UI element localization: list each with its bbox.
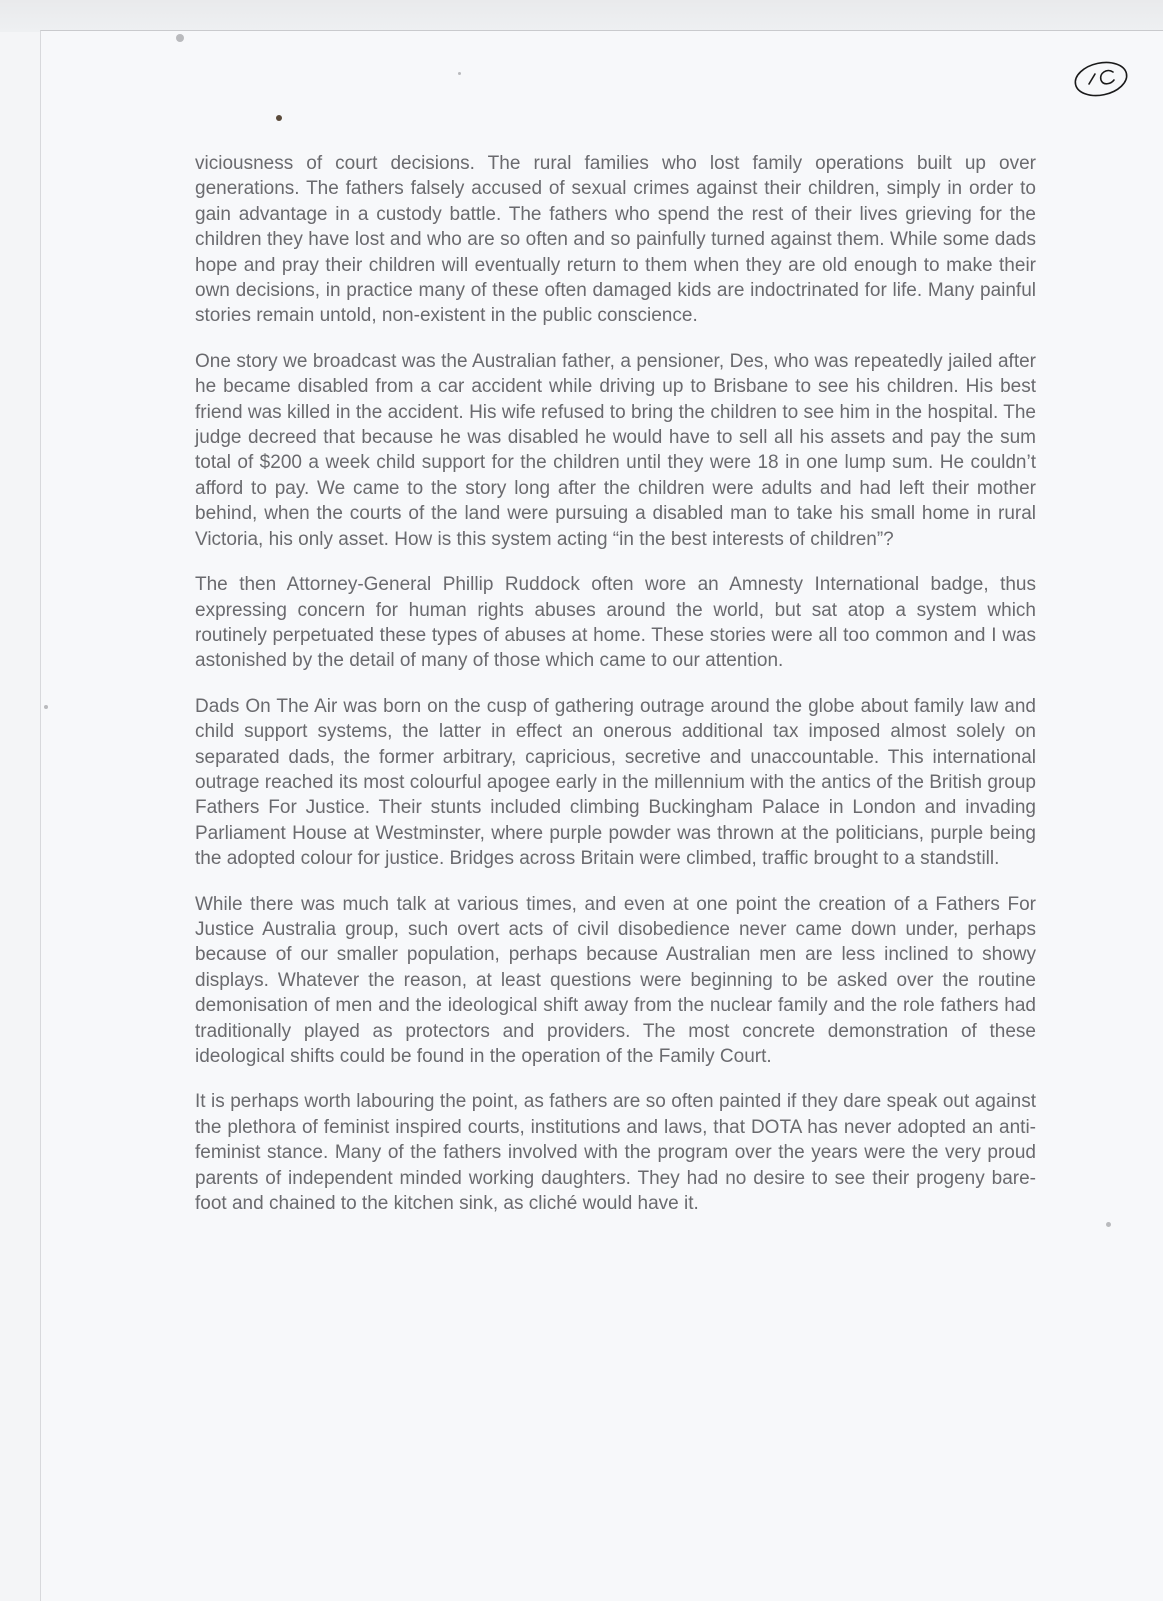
scan-speck <box>458 72 461 75</box>
scan-speck <box>176 34 184 42</box>
scan-speck <box>1106 1222 1111 1227</box>
paragraph-1: viciousness of court decisions. The rural families who lost family operations built up over generations. The fathers falsely accused of sexual crimes against their children, simply in order to gain advantage in a custody battle. The fathers who spend the rest of their lives grieving for the children they have lost and who are so often and so painfully turned against them. While some dads hope and pray their children will eventually return to them when they are old enough to make their own decisions, in practice many of these often damaged kids are indoctrinated for life. Many painful stories remain untold, non-existent in the public conscience. <box>195 153 1036 327</box>
handwritten-page-number <box>1073 60 1129 98</box>
document-body-text <box>195 151 1036 1236</box>
scan-speck <box>44 705 48 709</box>
paragraph-3: The then Attorney-General Phillip Ruddock often wore an Amnesty International badge, thus expressing concern for human rights abuses around the world, but sat atop a system which routinely perpetuated these types of abuses at home. These stories were all too common and I was astonished by the detail of many of those which came to our attention. <box>195 574 1036 672</box>
paragraph-4: Dads On The Air was born on the cusp of gathering outrage around the globe about family law and child support systems, the latter in effect an onerous additional tax imposed almost solely on separated dads, the former arbitrary, capricious, secretive and unaccountable. This international outrage reached its most colourful apogee early in the millennium with the antics of the British group Fathers For Justice. Their stunts included climbing Buckingham Palace in London and invading Parliament House at Westminster, where purple powder was thrown at the politicians, purple being the adopted colour for justice. Bridges across Britain were climbed, traffic brought to a standstill. <box>195 695 1036 870</box>
paragraph-2: One story we broadcast was the Australian father, a pensioner, Des, who was repeatedly jailed after he became disabled from a car accident while driving up to Brisbane to see his children. His best friend was killed in the accident. His wife refused to bring the children to see him in the hospital. The judge decreed that because he was disabled he would have to sell all his assets and pay the sum total of $200 a week child support for the children until they were 18 in one lump sum. He couldn’t afford to pay. We came to the story long after the children were adults and had left their mother behind, when the courts of the land were pursuing a disabled man to take his small home in rural Victoria, his only asset. How is this system acting “in the best interests of children”? <box>195 350 1036 550</box>
scanner-background <box>0 0 1163 32</box>
ink-dot-mark <box>276 115 282 121</box>
paragraph-6: It is perhaps worth labouring the point, as fathers are so often painted if they dare speak out against the plethora of feminist inspired courts, institutions and laws, that DOTA has never adopted an anti-feminist stance. Many of the fathers involved with the program over the years were the very proud parents of independent minded working daughters. They had no desire to see their progeny bare-foot and chained to the kitchen sink, as cliché would have it. <box>195 1091 1036 1215</box>
paragraph-5: While there was much talk at various times, and even at one point the creation of a Fathers For Justice Australia group, such overt acts of civil disobedience never came down under, perhaps because of our smaller population, perhaps because Australian men are less inclined to showy displays. Whatever the reason, at least questions were beginning to be asked over the routine demonisation of men and the ideological shift away from the nuclear family and the role fathers had traditionally played as protectors and providers. The most concrete demonstration of these ideological shifts could be found in the operation of the Family Court. <box>195 893 1036 1067</box>
